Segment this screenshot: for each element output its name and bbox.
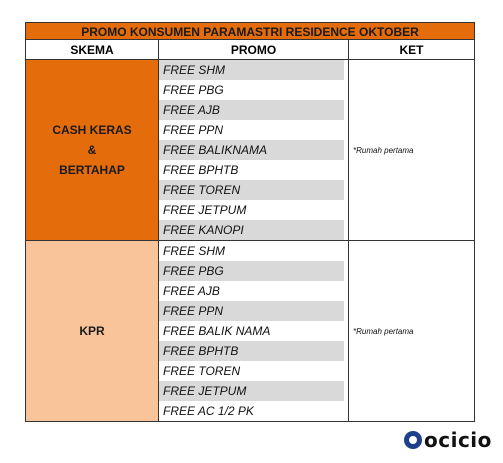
promo-item: FREE JETPUM <box>163 203 247 217</box>
promo-item: FREE BALIK NAMA <box>163 324 271 338</box>
watermark-logo <box>404 428 492 452</box>
ket-note: *Rumah pertama <box>353 326 414 336</box>
group-cash <box>25 60 475 241</box>
promo-item: FREE BPHTB <box>159 341 344 361</box>
skema-line: BERTAHAP <box>59 163 125 177</box>
ket-note: *Rumah pertama <box>353 145 414 155</box>
promo-item: FREE JETPUM <box>159 381 344 401</box>
skema-cell <box>26 60 159 240</box>
promo-item: FREE PPN <box>163 123 224 137</box>
promo-item: FREE PBG <box>159 261 344 281</box>
promo-item: FREE PPN <box>159 301 344 321</box>
promo-item: FREE PBG <box>163 83 224 97</box>
skema-line: & <box>87 143 97 157</box>
header-skema: SKEMA <box>26 40 159 59</box>
skema-cell <box>26 241 159 421</box>
ocicio-logo-icon <box>404 431 422 449</box>
header-promo: PROMO <box>159 40 349 59</box>
header-row <box>25 40 475 60</box>
skema-line: CASH KERAS <box>52 123 132 137</box>
table-title: PROMO KONSUMEN PARAMASTRI RESIDENCE OKTOBER <box>25 22 475 40</box>
skema-line: KPR <box>79 324 105 338</box>
watermark-text: ocicio <box>424 428 492 452</box>
promo-item: FREE KANOPI <box>159 220 344 240</box>
promo-item: FREE BALIKNAMA <box>159 140 344 160</box>
header-ket: KET <box>399 42 424 57</box>
promo-item: FREE AC 1/2 PK <box>163 404 254 418</box>
promo-item: FREE AJB <box>163 284 220 298</box>
promo-list <box>159 241 349 421</box>
group-kpr <box>25 241 475 422</box>
promo-item: FREE SHM <box>159 60 344 80</box>
promo-item: FREE BPHTB <box>163 163 239 177</box>
promo-item: FREE TOREN <box>163 364 241 378</box>
promo-list <box>159 60 349 240</box>
promo-item: FREE AJB <box>159 100 344 120</box>
promo-table <box>25 22 475 422</box>
promo-item: FREE TOREN <box>159 180 344 200</box>
promo-item: FREE SHM <box>163 244 226 258</box>
